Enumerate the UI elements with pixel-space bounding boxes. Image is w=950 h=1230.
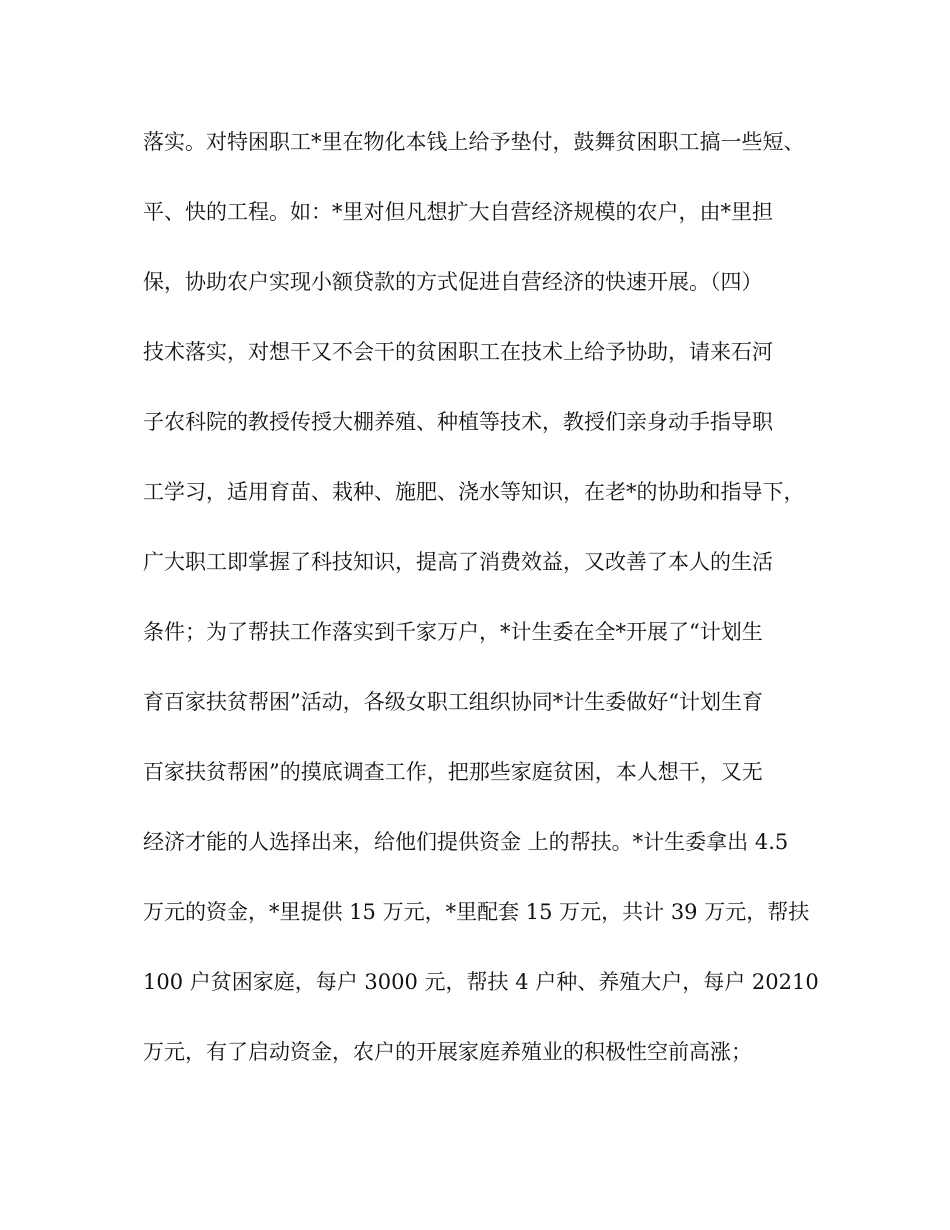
text-line: 广大职工即掌握了科技知识，提高了消费效益，又改善了本人的生活: [143, 550, 773, 574]
text-line: 平、快的工程。如：*里对但凡想扩大自营经济规模的农户，由*里担: [143, 200, 773, 224]
text-line: 100 户贫困家庭，每户 3000 元，帮扶 4 户种、养殖大户，每户 20210: [143, 970, 819, 994]
text-line: 子农科院的教授传授大棚养殖、种植等技术，教授们亲身动手指导职: [143, 410, 773, 434]
text-line: 保，协助农户实现小额贷款的方式促进自营经济的快速开展。（四）: [143, 270, 763, 294]
text-line: 技术落实，对想干又不会干的贫困职工在技术上给予协助，请来石河: [143, 340, 773, 364]
text-line: 万元的资金，*里提供 15 万元，*里配套 15 万元，共计 39 万元，帮扶: [143, 900, 810, 924]
text-line: 落实。对特困职工*里在物化本钱上给予垫付，鼓舞贫困职工搞一些短、: [143, 130, 805, 154]
text-line: 经济才能的人选择出来，给他们提供资金 上的帮扶。*计生委拿出 4.5: [143, 830, 789, 854]
body-text: [143, 125, 843, 1105]
text-line: 万元，有了启动资金，农户的开展家庭养殖业的积极性空前高涨；: [143, 1040, 752, 1064]
text-line: 条件；为了帮扶工作落实到千家万户，*计生委在全*开展了“计划生: [143, 620, 763, 644]
text-line: 百家扶贫帮困”的摸底调查工作，把那些家庭贫困，本人想干，又无: [143, 760, 763, 784]
text-line: 工学习，适用育苗、栽种、施肥、浇水等知识，在老*的协助和指导下，: [143, 480, 805, 504]
text-line: 育百家扶贫帮困”活动，各级女职工组织协同*计生委做好“计划生育: [143, 690, 763, 714]
